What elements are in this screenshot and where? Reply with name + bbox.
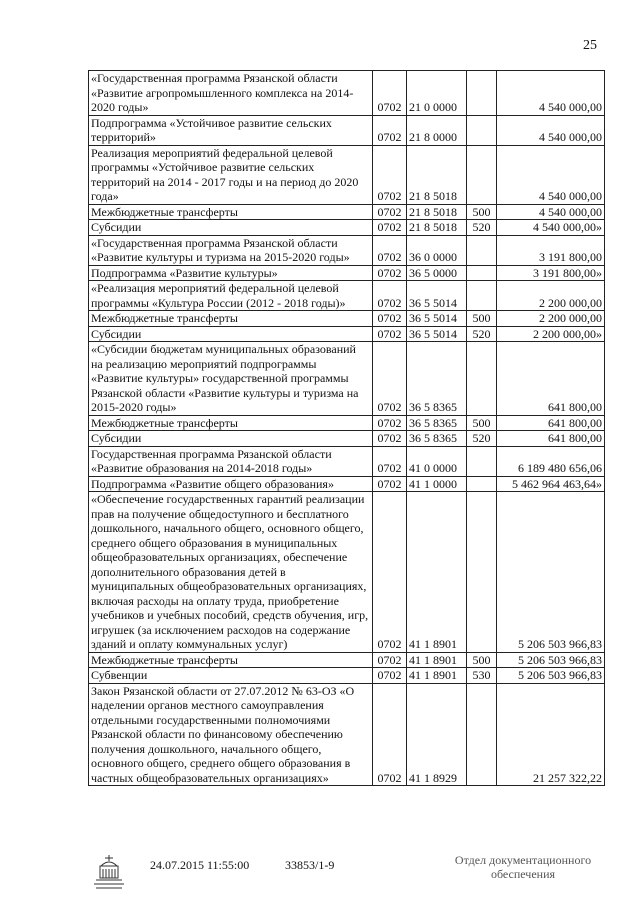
- row-section-cell: 0702: [373, 145, 407, 204]
- emblem-icon: [92, 852, 126, 890]
- row-section-cell: 0702: [373, 683, 407, 786]
- row-expense-type-cell: 500: [467, 311, 497, 327]
- table-row: [89, 668, 605, 684]
- row-section-cell: 0702: [373, 204, 407, 220]
- row-amount-cell: 6 189 480 656,06: [497, 446, 605, 476]
- row-name-cell: Реализация мероприятий федеральной целевой программы «Устойчивое развитие сельских территорий на 2014 - 2017 годы и на период до 2020 года»: [89, 145, 373, 204]
- row-amount-cell: 4 540 000,00»: [497, 220, 605, 236]
- row-target-article-cell: 36 5 5014: [407, 326, 467, 342]
- row-name-cell: Субвенции: [89, 668, 373, 684]
- row-expense-type-cell: [467, 492, 497, 653]
- row-name-cell: Межбюджетные трансферты: [89, 652, 373, 668]
- row-name-cell: «Субсидии бюджетам муниципальных образований на реализацию мероприятий подпрограммы «Развитие культуры» государственной программы Рязанской области «Развитие культуры и туризма на 2015-2020 годы»: [89, 342, 373, 416]
- row-section-cell: 0702: [373, 265, 407, 281]
- row-expense-type-cell: [467, 446, 497, 476]
- table-row: [89, 220, 605, 236]
- row-name-cell: Закон Рязанской области от 27.07.2012 № 63-ОЗ «О наделении органов местного самоуправления отдельными государственными полномочиями Рязанской области по финансовому обеспечению получения дошкольного, начального общего, основного общего, среднего общего образования в частных общеобразовательных организациях»: [89, 683, 373, 786]
- row-target-article-cell: 36 5 8365: [407, 431, 467, 447]
- table-row: [89, 71, 605, 116]
- row-name-cell: Субсидии: [89, 220, 373, 236]
- row-expense-type-cell: [467, 342, 497, 416]
- row-expense-type-cell: [467, 683, 497, 786]
- row-section-cell: 0702: [373, 668, 407, 684]
- row-expense-type-cell: [467, 281, 497, 311]
- row-section-cell: 0702: [373, 415, 407, 431]
- row-expense-type-cell: [467, 476, 497, 492]
- row-amount-cell: 3 191 800,00»: [497, 265, 605, 281]
- row-amount-cell: 4 540 000,00: [497, 71, 605, 116]
- row-amount-cell: 3 191 800,00: [497, 235, 605, 265]
- row-name-cell: Межбюджетные трансферты: [89, 204, 373, 220]
- row-amount-cell: 5 206 503 966,83: [497, 492, 605, 653]
- row-target-article-cell: 21 8 5018: [407, 204, 467, 220]
- row-expense-type-cell: [467, 145, 497, 204]
- row-target-article-cell: 41 0 0000: [407, 446, 467, 476]
- table-row: [89, 476, 605, 492]
- row-amount-cell: 5 462 964 463,64»: [497, 476, 605, 492]
- row-target-article-cell: 41 1 8901: [407, 492, 467, 653]
- row-target-article-cell: 36 5 5014: [407, 281, 467, 311]
- row-section-cell: 0702: [373, 115, 407, 145]
- footer-department-stamp: Отдел документационного обеспечения: [454, 853, 592, 881]
- table-row: [89, 235, 605, 265]
- budget-table-body: [89, 71, 605, 786]
- row-section-cell: 0702: [373, 431, 407, 447]
- row-target-article-cell: 41 1 0000: [407, 476, 467, 492]
- table-row: [89, 145, 605, 204]
- row-section-cell: 0702: [373, 311, 407, 327]
- row-target-article-cell: 41 1 8901: [407, 652, 467, 668]
- row-section-cell: 0702: [373, 235, 407, 265]
- row-name-cell: Подпрограмма «Развитие общего образования»: [89, 476, 373, 492]
- row-expense-type-cell: 520: [467, 431, 497, 447]
- row-target-article-cell: 36 0 0000: [407, 235, 467, 265]
- row-expense-type-cell: 500: [467, 204, 497, 220]
- row-section-cell: 0702: [373, 71, 407, 116]
- row-section-cell: 0702: [373, 652, 407, 668]
- table-row: [89, 342, 605, 416]
- row-target-article-cell: 21 8 0000: [407, 115, 467, 145]
- table-row: [89, 265, 605, 281]
- table-row: [89, 311, 605, 327]
- row-expense-type-cell: 520: [467, 220, 497, 236]
- table-row: [89, 326, 605, 342]
- row-target-article-cell: 36 5 5014: [407, 311, 467, 327]
- table-row: [89, 281, 605, 311]
- row-expense-type-cell: 500: [467, 415, 497, 431]
- row-target-article-cell: 36 5 8365: [407, 342, 467, 416]
- row-section-cell: 0702: [373, 492, 407, 653]
- row-name-cell: Субсидии: [89, 326, 373, 342]
- row-name-cell: «Обеспечение государственных гарантий реализации прав на получение общедоступного и бесплатного дошкольного, начального общего, основного общего, среднего общего образования в муниципальных общеобразовательных организациях, обеспечение дополнительного образования детей в муниципальных общеобразовательных организациях, включая расходы на оплату труда, приобретение учебников и учебных пособий, средств обучения, игр, игрушек (за исключением расходов на содержание зданий и оплату коммунальных услуг): [89, 492, 373, 653]
- row-target-article-cell: 36 5 8365: [407, 415, 467, 431]
- row-name-cell: Межбюджетные трансферты: [89, 311, 373, 327]
- row-name-cell: Субсидии: [89, 431, 373, 447]
- row-amount-cell: 2 200 000,00: [497, 311, 605, 327]
- row-target-article-cell: 21 0 0000: [407, 71, 467, 116]
- row-target-article-cell: 21 8 5018: [407, 145, 467, 204]
- row-target-article-cell: 41 1 8901: [407, 668, 467, 684]
- row-target-article-cell: 21 8 5018: [407, 220, 467, 236]
- row-amount-cell: 4 540 000,00: [497, 204, 605, 220]
- row-name-cell: Межбюджетные трансферты: [89, 415, 373, 431]
- footer-doc-number: 33853/1-9: [285, 858, 335, 872]
- row-amount-cell: 5 206 503 966,83: [497, 652, 605, 668]
- row-amount-cell: 4 540 000,00: [497, 145, 605, 204]
- row-amount-cell: 641 800,00: [497, 342, 605, 416]
- row-name-cell: Подпрограмма «Развитие культуры»: [89, 265, 373, 281]
- row-expense-type-cell: [467, 235, 497, 265]
- row-section-cell: 0702: [373, 342, 407, 416]
- table-row: [89, 652, 605, 668]
- row-name-cell: Государственная программа Рязанской области «Развитие образования на 2014-2018 годы»: [89, 446, 373, 476]
- row-amount-cell: 641 800,00: [497, 415, 605, 431]
- row-amount-cell: 4 540 000,00: [497, 115, 605, 145]
- row-section-cell: 0702: [373, 326, 407, 342]
- row-expense-type-cell: [467, 71, 497, 116]
- table-row: [89, 492, 605, 653]
- footer-date: 24.07.2015 11:55:00: [150, 858, 250, 872]
- row-amount-cell: 5 206 503 966,83: [497, 668, 605, 684]
- row-amount-cell: 641 800,00: [497, 431, 605, 447]
- row-expense-type-cell: [467, 265, 497, 281]
- table-row: [89, 683, 605, 786]
- row-target-article-cell: 36 5 0000: [407, 265, 467, 281]
- row-section-cell: 0702: [373, 220, 407, 236]
- row-name-cell: «Государственная программа Рязанской области «Развитие культуры и туризма на 2015-2020 годы»: [89, 235, 373, 265]
- table-row: [89, 431, 605, 447]
- table-row: [89, 446, 605, 476]
- row-amount-cell: 21 257 322,22: [497, 683, 605, 786]
- row-expense-type-cell: 530: [467, 668, 497, 684]
- row-name-cell: Подпрограмма «Устойчивое развитие сельских территорий»: [89, 115, 373, 145]
- row-expense-type-cell: [467, 115, 497, 145]
- row-expense-type-cell: 500: [467, 652, 497, 668]
- row-section-cell: 0702: [373, 446, 407, 476]
- row-expense-type-cell: 520: [467, 326, 497, 342]
- page-number: 25: [583, 38, 597, 53]
- row-name-cell: «Реализация мероприятий федеральной целевой программы «Культура России (2012 - 2018 годы)»: [89, 281, 373, 311]
- row-amount-cell: 2 200 000,00: [497, 281, 605, 311]
- budget-table: [88, 70, 605, 786]
- row-section-cell: 0702: [373, 476, 407, 492]
- row-amount-cell: 2 200 000,00»: [497, 326, 605, 342]
- table-row: [89, 204, 605, 220]
- table-row: [89, 415, 605, 431]
- row-section-cell: 0702: [373, 281, 407, 311]
- row-target-article-cell: 41 1 8929: [407, 683, 467, 786]
- table-row: [89, 115, 605, 145]
- row-name-cell: «Государственная программа Рязанской области «Развитие агропромышленного комплекса на 2014-2020 годы»: [89, 71, 373, 116]
